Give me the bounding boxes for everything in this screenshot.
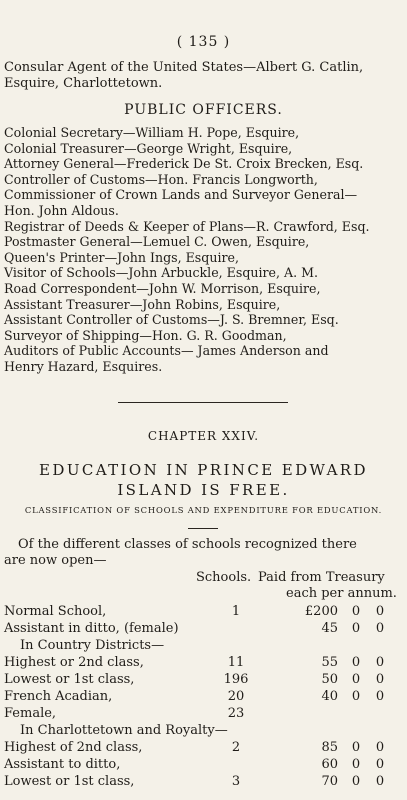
table-row (4, 774, 404, 791)
page-number: ( 135 ) (176, 34, 231, 50)
table-row (4, 604, 404, 621)
row-amount-pounds: 50 (321, 672, 338, 687)
row-school-count: 196 (223, 672, 249, 687)
paid-from-treasury-header: Paid from Treasury (258, 570, 385, 585)
officer-line: Auditors of Public Accounts— James Anderson and (4, 343, 329, 359)
chapter-title (0, 460, 407, 500)
schools-column-header: Schools. (196, 570, 252, 585)
row-school-count: 1 (231, 604, 241, 619)
row-amount-shillings: 0 (351, 774, 361, 789)
officer-line: Surveyor of Shipping—Hon. G. R. Goodman, (4, 327, 287, 343)
row-amount-pence: 0 (375, 740, 385, 755)
officer-line: Commissioner of Crown Lands and Surveyor General— (4, 187, 358, 203)
row-amount-pounds: £200 (304, 604, 338, 619)
officer-line: Colonial Secretary—William H. Pope, Esquire, (4, 125, 300, 140)
row-label: Lowest or 1st class, (4, 672, 135, 687)
officer-line: Visitor of Schools—John Arbuckle, Esquire, A. M. (4, 265, 318, 281)
row-label: French Acadian, (4, 689, 113, 704)
row-amount-pence: 0 (375, 621, 385, 636)
classification-subheading: CLASSIFICATION OF SCHOOLS AND EXPENDITURE FOR EDUCATION. (24, 505, 383, 515)
short-divider-rule (188, 528, 218, 529)
row-label: In Charlottetown and Royalty— (20, 723, 228, 738)
row-label: Female, (4, 706, 57, 721)
consul-line-2: Esquire, Charlottetown. (4, 76, 163, 91)
row-amount-shillings: 0 (351, 689, 361, 704)
row-amount-pence: 0 (375, 689, 385, 704)
row-amount-pence: 0 (375, 655, 385, 670)
officer-line: Assistant Treasurer—John Robins, Esquire, (4, 296, 281, 312)
row-school-count: 11 (227, 655, 245, 670)
officer-line-continuation: Henry Hazard, Esquires. (4, 358, 163, 374)
table-row (4, 621, 404, 638)
consular-agent-paragraph (4, 60, 394, 92)
consul-line-1: Consular Agent of the United States—Albert G. Catlin, (4, 60, 364, 75)
intro-paragraph (4, 537, 396, 569)
row-school-count: 3 (231, 774, 241, 789)
intro-line-2: are now open— (4, 553, 107, 568)
table-row (4, 672, 404, 689)
table-row (4, 740, 404, 757)
officer-line: Road Correspondent—John W. Morrison, Esquire, (4, 280, 321, 296)
each-per-annum-header: each per annum. (286, 586, 397, 601)
row-school-count: 23 (227, 706, 245, 721)
row-amount-shillings: 0 (351, 672, 361, 687)
row-amount-pounds: 55 (321, 655, 338, 670)
chapter-title-line-1: EDUCATION IN PRINCE EDWARD (39, 461, 368, 479)
table-row (4, 757, 404, 774)
row-amount-shillings: 0 (351, 604, 361, 619)
row-school-count: 20 (227, 689, 245, 704)
officer-line-continuation: Hon. John Aldous. (4, 202, 119, 218)
row-amount-pence: 0 (375, 604, 385, 619)
officer-line: Colonial Treasurer—George Wright, Esquire, (4, 140, 293, 156)
row-amount-pounds: 40 (321, 689, 338, 704)
section-divider-rule (118, 402, 288, 403)
row-label: Assistant in ditto, (female) (4, 621, 179, 636)
row-label: Highest of 2nd class, (4, 740, 143, 755)
officer-line: Attorney General—Frederick De St. Croix Brecken, Esq. (4, 156, 364, 172)
row-amount-pounds: 45 (321, 621, 338, 636)
row-amount-shillings: 0 (351, 621, 361, 636)
public-officers-heading: PUBLIC OFFICERS. (124, 102, 283, 118)
officer-line: Registrar of Deeds & Keeper of Plans—R. Crawford, Esq. (4, 218, 370, 234)
row-label: Normal School, (4, 604, 107, 619)
row-amount-pence: 0 (375, 672, 385, 687)
row-amount-pounds: 60 (321, 757, 338, 772)
row-amount-shillings: 0 (351, 757, 361, 772)
row-amount-pence: 0 (375, 757, 385, 772)
row-school-count: 2 (231, 740, 241, 755)
row-label: Lowest or 1st class, (4, 774, 135, 789)
chapter-heading: CHAPTER XXIV. (147, 429, 260, 443)
table-row (4, 638, 404, 655)
row-label: Highest or 2nd class, (4, 655, 144, 670)
row-amount-pence: 0 (375, 774, 385, 789)
chapter-title-line-2: ISLAND IS FREE. (117, 481, 290, 499)
table-row (4, 706, 404, 723)
officer-line: Controller of Customs—Hon. Francis Longworth, (4, 171, 318, 187)
row-label: Assistant to ditto, (4, 757, 121, 772)
public-officers-list (4, 125, 396, 375)
row-amount-shillings: 0 (351, 740, 361, 755)
table-row (4, 689, 404, 706)
officer-line: Queen's Printer—John Ings, Esquire, (4, 249, 239, 265)
row-amount-pounds: 85 (321, 740, 338, 755)
officer-line: Assistant Controller of Customs—J. S. Bremner, Esq. (4, 312, 339, 328)
row-amount-pounds: 70 (321, 774, 338, 789)
intro-line-1: Of the different classes of schools recognized there (18, 537, 357, 552)
table-row (4, 723, 404, 740)
table-row (4, 655, 404, 672)
officer-line: Postmaster General—Lemuel C. Owen, Esquire, (4, 234, 310, 250)
row-label: In Country Districts— (20, 638, 165, 653)
row-amount-shillings: 0 (351, 655, 361, 670)
